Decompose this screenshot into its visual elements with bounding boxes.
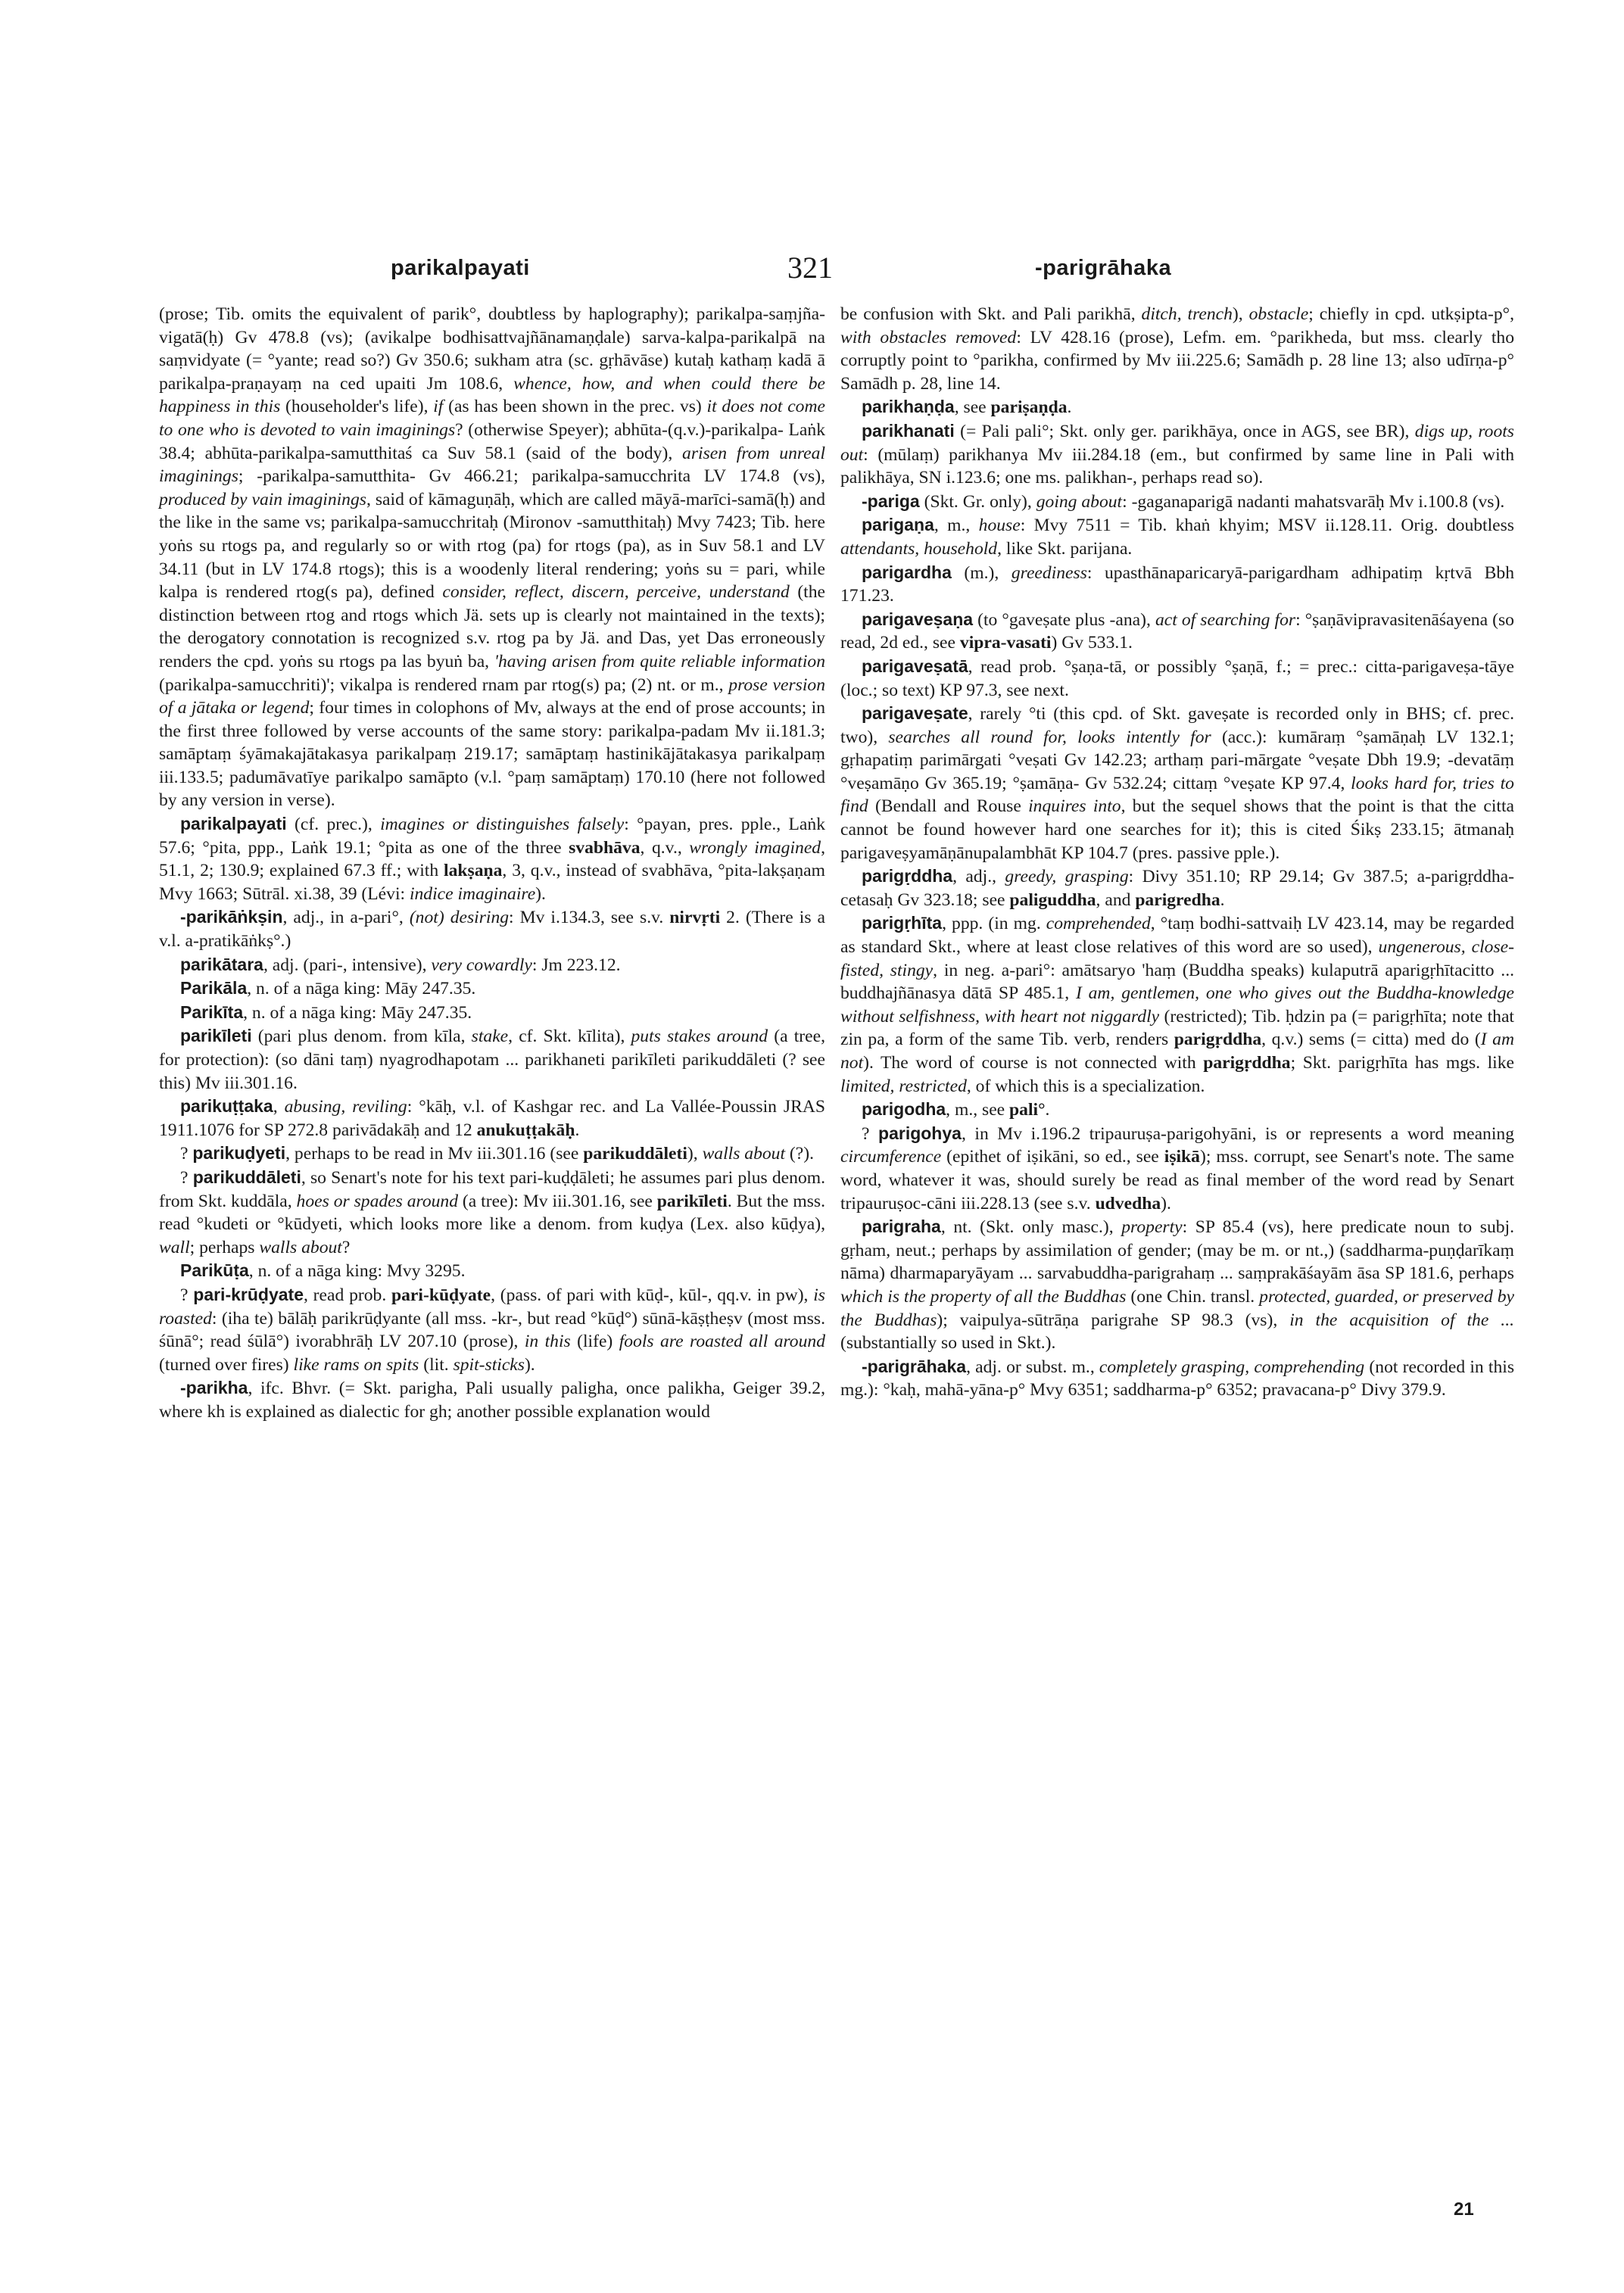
entry-text: : °ṣaṇāvipravasitenāśayena (so read, 2d ed., see [840, 609, 1514, 653]
dictionary-entry [159, 1095, 825, 1142]
entry-text: ; -parikalpa-samutthita- Gv 466.21; parikalpa-samucchrita LV 174.8 (vs), [238, 466, 825, 487]
translation: is roasted [159, 1285, 825, 1329]
headword: parigaveṣaṇa [862, 609, 974, 629]
entry-text: ). [1161, 1193, 1171, 1213]
entry-text: , (pass. of pari with kūḍ-, kūl-, qq.v. in pw), [491, 1285, 814, 1305]
translation: greediness [1011, 562, 1087, 583]
entry-text: . [1220, 889, 1225, 910]
entry-text: , of which this is a specialization. [966, 1076, 1205, 1096]
dictionary-entry [840, 561, 1514, 608]
translation: comprehended [1046, 914, 1151, 934]
headword: parikhaṇḍa [862, 397, 955, 417]
entry-text: , and [1096, 889, 1136, 910]
entry-text: (epithet of iṣikāni, so ed., see [941, 1147, 1164, 1167]
translation: limited, restricted [840, 1076, 967, 1096]
entry-text: (householder's life), [280, 397, 434, 417]
entry-text: (Bendall and Rouse [868, 796, 1029, 817]
entry-text: ? [341, 1237, 351, 1257]
translation: wrongly imagined [689, 837, 821, 858]
translation: which is the property of all the Buddhas [840, 1286, 1127, 1307]
entry-text: , q.v., [640, 837, 690, 858]
headword: parikuḍyeti [192, 1143, 286, 1164]
translation: walls about [259, 1237, 342, 1257]
cross-reference: parikīleti [656, 1191, 728, 1211]
cross-reference: pari-kūḍyate [391, 1285, 491, 1305]
headword: parikalpayati [180, 814, 287, 834]
translation: prose version of a jātaka or legend [159, 675, 825, 718]
translation: indice imaginaire [409, 883, 536, 904]
translation: inquires into [1028, 796, 1121, 817]
entry-text: ; four times in colophons of Mv, always at the end of prose accounts; in the first three followed by verse accounts of the same story: parikalpa-padam Mv ii.181.3; samāptaṃ śyāmakajātakasya parikalpaṃ 219.17; samāptaṃ hastinikājātakasya parikalpaṃ iii.133.5; padumāvatīye parikalpo samāpto (v.l. °paṃ samāptaṃ) 170.10 (here not followed by any version in verse). [159, 698, 825, 811]
translation: protected, guarded, or preserved by the Buddhas [840, 1286, 1515, 1330]
entry-text: , m., [934, 516, 979, 536]
entry-text: ? [862, 1123, 879, 1144]
entry-text: : Mvy 7511 = Tib. khaṅ khyim; MSV ii.128.11. Orig. doubtless [1020, 516, 1514, 536]
headword: parigṛhīta [862, 913, 943, 933]
dictionary-entry [159, 1001, 825, 1025]
headword: parikhanati [862, 420, 955, 441]
entry-text: : SP 85.4 (vs), here predicate noun to subj. gṛham, neut.; perhaps by assimilation of gender; (may be m. or nt.,) (saddharma-puṇḍarīkaṃ nāma) dharmaparyāyam ... sarvabuddha-parigrahaṃ ... saṃprakāśayām āsa SP 181.6, perhaps [840, 1217, 1514, 1284]
entry-text: (Skt. Gr. only), [919, 491, 1036, 512]
entry-text: , cf. Skt. kīlita), [508, 1027, 631, 1047]
headword: parigohya [878, 1123, 962, 1143]
dictionary-entry [840, 608, 1514, 655]
translation: hoes or spades around [296, 1191, 459, 1211]
entry-text: , n. of a nāga king: Māy 247.35. [247, 979, 476, 999]
cross-reference: parigṛddha [1174, 1030, 1262, 1050]
dictionary-entry [840, 702, 1514, 865]
entry-text: : Mv i.134.3, see s.v. [509, 908, 670, 928]
entry-text: . [1067, 397, 1072, 418]
translation: produced by vain imaginings [159, 489, 366, 509]
translation: attendants, household [840, 538, 998, 559]
dictionary-entry [840, 419, 1514, 490]
entry-text: 2. (There is a v.l. a-pratikāṅkṣ°.) [159, 908, 825, 952]
entry-text: (cf. prec.), [286, 815, 381, 835]
entry-text: , m., see [946, 1100, 1010, 1120]
dictionary-entry [159, 905, 825, 952]
translation: house [978, 516, 1021, 536]
headword: Parikūṭa [180, 1260, 249, 1281]
translation: looks hard for, tries to find [840, 773, 1514, 817]
entry-text: , n. of a nāga king: Mvy 3295. [248, 1261, 466, 1282]
entry-text: ? [180, 1285, 194, 1305]
entry-text: be confusion with Skt. and Pali parikhā, [840, 304, 1142, 324]
entry-text: (as has been shown in the prec. vs) [443, 397, 707, 417]
dictionary-entry [159, 1283, 825, 1376]
translation: I am, gentlemen, one who gives out the Buddha-knowledge without selfishness, with heart not niggardly [840, 983, 1514, 1027]
entry-text: . But the mss. read °kudeti or °kūdyeti, which looks more like a denom. from kuḍya (Lex. also kūḍya), [159, 1191, 826, 1235]
entry-text: , so Senart's note for his text pari-kuḍḍāleti; he assumes pari plus denom. from Skt. kuddāla, [159, 1167, 825, 1211]
translation: completely grasping, comprehending [1099, 1357, 1365, 1377]
entry-text: ; chiefly in cpd. utkṣipta-p°, [1308, 304, 1515, 324]
entry-text: (m.), [951, 562, 1011, 583]
translation: it does not come to one who is devoted to vain imaginings [159, 397, 825, 440]
entry-text: , [273, 1097, 285, 1117]
translation: act of searching for [1155, 609, 1296, 630]
entry-text: ; perhaps [189, 1237, 260, 1257]
headword: parigaveṣate [862, 703, 968, 724]
dictionary-entry [840, 490, 1514, 514]
entry-text: , adj., in a-pari°, [282, 908, 410, 928]
entry-text: : (mūlaṃ) parikhanya Mv iii.284.18 (em., but confirmed by same line in Pali with palikhāya, SN i.123.6; one ms. palikhan-, perhaps read so). [840, 444, 1514, 488]
entry-text: (turned over fires) [159, 1354, 294, 1375]
entry-text: (life) [570, 1332, 619, 1352]
entry-text: (substantially so used in Skt.). [840, 1333, 1056, 1354]
entry-text: ), [687, 1144, 703, 1164]
headword: pari-krūḍyate [193, 1284, 304, 1304]
headword: Parikāla [180, 978, 248, 999]
entry-text: : LV 428.16 (prose), Lefm. em. °parikheda, but mss. clearly tho corruptly point to °parikha, confirmed by Mv iii.225.6; Samādh p. 28 line 13; also udīrṇa-p° Samādh p. 28, line 14. [840, 327, 1514, 394]
entry-text: (a tree): Mv iii.301.16, see [458, 1191, 657, 1211]
dictionary-entry [840, 911, 1514, 1098]
entry-text: , 51.1, 2; 130.9; explained 67.3 ff.; with [159, 837, 825, 881]
headword: parigṛddha [862, 866, 953, 886]
translation: obstacle [1248, 304, 1309, 324]
dictionary-entry [159, 953, 825, 977]
entry-text: ? [180, 1144, 193, 1164]
headword: parikātara [180, 954, 263, 974]
headword: parikuddāleti [192, 1167, 301, 1187]
headword: parigodha [862, 1099, 946, 1120]
cross-reference: svabhāva [569, 837, 641, 858]
entry-text: (one Chin. transl. [1126, 1286, 1260, 1307]
entry-text: (acc.): kumāraṃ °ṣamāṇaḥ LV 132.1; gṛhapatiṃ parimārgati °veṣati Gv 142.23; arthaṃ pari-mārgate °veṣate Dbh 19.9; -devatāṃ °veṣamāṇo Gv 365.19; °ṣamāṇa- Gv 532.24; cittaṃ °veṣate KP 97.4, [840, 727, 1514, 793]
headword: -pariga [862, 491, 920, 511]
entry-text: (parikalpa-samucchriti)'; vikalpa is rendered rnam par rtog(s) pa; (2) nt. or m., [159, 675, 729, 695]
entry-text: ). [535, 883, 546, 904]
translation: ditch, trench [1141, 304, 1233, 324]
dictionary-entry [159, 812, 825, 905]
translation: (not) desiring [409, 908, 510, 928]
translation: like rams on spits [293, 1354, 419, 1375]
headword: -parikāṅkṣin [180, 907, 283, 927]
dictionary-entry [840, 513, 1514, 560]
dictionary-entry [840, 395, 1514, 419]
cross-reference: pariṣaṇḍa [990, 397, 1068, 418]
entry-text: (prose; Tib. omits the equivalent of parik°, doubtless by haplography); parikalpa-saṃjña-vigatā(ḥ) Gv 478.8 (vs); (avikalpe bodhisattvajñānamaṇḍale) sarva-kalpa-parikalpā na saṃvidyate (= °yante; read so?) Gv 350.6; sukham atra (sc. gṛhāvāse) kutaḥ kathaṃ kadā ā parikalpa-praṇayaṃ na ced upaiti Jm 108.6, [159, 304, 825, 394]
translation: whence, how, and when could there be happiness in this [159, 373, 826, 417]
entry-text: . [575, 1120, 580, 1140]
entry-text: ). [524, 1354, 535, 1375]
entry-text: (pari plus denom. from kīla, [251, 1027, 472, 1047]
cross-reference: vipra-vasati [959, 633, 1052, 653]
headword: parigaveṣatā [862, 656, 968, 676]
headword: Parikīta [180, 1002, 244, 1022]
dictionary-entry [840, 865, 1514, 911]
cross-reference: paliguddha [1009, 889, 1096, 910]
entry-text: ); mss. corrupt, see Senart's note. The same word, whatever it was, should surely be read as final member of the word read by Senart tripauruṣoc-cāni iii.228.13 (see s.v. [840, 1147, 1515, 1213]
entry-text: , ppp. (in mg. [942, 914, 1046, 934]
entry-continuation [159, 303, 825, 812]
entry-text: : °payan, pres. pple., Laṅk 57.6; °pita, ppp., Laṅk 19.1; °pita as one of the three [159, 815, 825, 858]
translation: abusing, reviling [284, 1097, 407, 1117]
translation: arisen from unreal imaginings [159, 443, 826, 487]
translation: digs up, roots out [840, 421, 1514, 465]
translation: going about [1036, 491, 1123, 512]
entry-text: , rarely °ti (this cpd. of Skt. gaveṣate is recorded only in BHS; cf. prec. two), [840, 704, 1514, 747]
translation: ungenerous, close-fisted, stingy [840, 937, 1514, 980]
running-head-right: -parigrāhaka [1035, 256, 1172, 280]
cross-reference: parigredha [1135, 889, 1220, 910]
page-header [0, 250, 1624, 295]
dictionary-entry [840, 1355, 1514, 1402]
headword: parikuṭṭaka [180, 1096, 273, 1117]
entry-text: . [1045, 1100, 1050, 1120]
entry-text: , see [954, 397, 991, 418]
entry-continuation [840, 303, 1514, 395]
entry-text: ) Gv 533.1. [1051, 633, 1133, 653]
headword: parigaṇa [862, 515, 934, 535]
translation: in this [524, 1332, 571, 1352]
page-number: 321 [787, 251, 833, 285]
dictionary-entry [840, 1098, 1514, 1122]
headword: -parigrāhaka [862, 1356, 967, 1376]
translation: greedy, grasping [1005, 867, 1129, 887]
dictionary-entry [159, 1024, 825, 1095]
cross-reference: lakṣaṇa [444, 861, 503, 881]
dictionary-entry [159, 1259, 825, 1283]
entry-text: , nt. (Skt. only masc.), [940, 1217, 1122, 1238]
entry-text: ). The word of course is not connected with [863, 1053, 1204, 1073]
headword: parigraha [862, 1217, 941, 1237]
running-head-left: parikalpayati [391, 256, 530, 280]
cross-reference: nirvṛti [669, 908, 721, 928]
entry-text: , 3, q.v., instead of svabhāva, °pita-lakṣaṇam Mvy 1663; Sūtrāl. xi.38, 39 (Lévi: [159, 861, 825, 904]
translation: spit-sticks [453, 1354, 525, 1375]
translation: stake [471, 1027, 509, 1047]
entry-text: , read prob. [303, 1285, 392, 1305]
entry-text: ; Skt. parigṛhīta has mgs. like [1290, 1053, 1514, 1073]
entry-text: (not recorded in this mg.): °kaḥ, mahā-yāna-p° Mvy 6351; saddharma-p° 6352; pravacana-p° Divy 379.9. [840, 1357, 1515, 1400]
translation: in the acquisition of the ... [1289, 1310, 1515, 1330]
entry-text: (= Pali pali°; Skt. only ger. parikhāya, once in AGS, see BR), [954, 421, 1415, 441]
cross-reference: iṣikā [1164, 1147, 1200, 1167]
entry-text: , but the sequel shows that the point is that the citta cannot be found however hard one searches for it); this is cited Śikṣ 233.15; ātmanaḥ parigaveṣyamāṇānupalambhāt KP 104.7 (pres. passive pple.). [840, 796, 1515, 863]
signature-mark: 21 [1454, 2199, 1474, 2220]
translation: puts stakes around [631, 1027, 768, 1047]
entry-text: , adj., [952, 867, 1005, 887]
entry-text: (to °gaveṣate plus -ana), [973, 609, 1155, 630]
dictionary-entry [159, 1376, 825, 1423]
entry-text: ? (otherwise Speyer); abhūta-(q.v.)-parikalpa- Laṅk 38.4; abhūta-parikalpa-samutthitaś ca Suv 58.1 (said of the body), [159, 419, 825, 463]
entry-text: (restricted); Tib. ḥdzin pa (= parigṛhīta; note that zin pa, a form of the same Tib. verb, renders [840, 1006, 1514, 1050]
translation: if [433, 397, 444, 417]
translation: I am not [840, 1030, 1514, 1073]
cross-reference: parigṛddha [1203, 1053, 1291, 1073]
entry-text: (a tree, for protection): (so dāni taṃ) nyagrodhapotam ... parikhaneti parikīleti parikuddāleti (? see this) Mv iii.301.16. [159, 1027, 825, 1093]
translation: wall [159, 1237, 190, 1257]
dictionary-entry [159, 977, 825, 1001]
entry-text: , said of kāmaguṇāḥ, which are called māyā-marīci-samā(ḥ) and the like in the same vs; parikalpa-samucchritaḥ (Mironov -samutthitaḥ) Mvy 7423; Tib. here yoṅs su rtogs pa, and regularly so or with rtog (pa) for rtogs (pa), as in Suv 58.1 and LV 34.11 (but in LV 174.8 rtogs); this is a woodenly literal rendering; yoṅs su = pari, while kalpa is rendered rtog(s pa), defined [159, 489, 825, 603]
translation: property [1121, 1217, 1183, 1238]
entry-text: (the distinction between rtog and rtogs which Jä. sets up is clearly not maintained in the texts); the derogatory connotation is recognized s.v. rtog pa by Jä. and Das, yet Das erroneously renders the cpd. yoṅs su rtogs pa las byuṅ ba, [159, 582, 825, 671]
entry-text: (?). [785, 1144, 815, 1164]
entry-text: , in neg. a-pari°: amātsaryo 'haṃ (Buddha speaks) kulaputrā aparigṛhītacitto ... buddhajñānasya dātā SP 485.1, [840, 960, 1515, 1004]
entry-text: : Divy 351.10; RP 29.14; Gv 387.5; a-parigṛddha-cetasaḥ Gv 323.18; see [840, 867, 1514, 910]
entry-text: , q.v.) sems (= citta) med do ( [1261, 1030, 1481, 1050]
entry-text: , read prob. °ṣaṇa-tā, or possibly °ṣaṇā, f.; = prec.: citta-parigaveṣa-tāye (loc.; so text) KP 97.3, see next. [840, 656, 1514, 700]
entry-text: : °kāḥ, v.l. of Kashgar rec. and La Vallée-Poussin JRAS 1911.1076 for SP 272.8 parivādakāḥ and 12 [159, 1097, 826, 1140]
cross-reference: udvedha [1095, 1193, 1161, 1213]
entry-text: ? [180, 1167, 193, 1188]
cross-reference: anukuṭṭakāḥ [476, 1120, 575, 1140]
dictionary-entry [840, 1122, 1514, 1215]
entry-text: , adj. or subst. m., [966, 1357, 1099, 1377]
left-column [159, 303, 825, 1424]
entry-text: , ifc. Bhvr. (= Skt. parigha, Pali usually paligha, once palikha, Geiger 39.2, where kh is explained as dialectic for gh; another possible explanation would [159, 1379, 825, 1422]
translation: searches all round for, looks intently for [888, 727, 1211, 747]
dictionary-entry [159, 1166, 825, 1259]
entry-text: , perhaps to be read in Mv iii.301.16 (see [285, 1144, 584, 1164]
dictionary-entry [159, 1142, 825, 1166]
entry-text: , in Mv i.196.2 tripauruṣa-parigohyāni, is or represents a word meaning [961, 1123, 1515, 1144]
entry-text: , like Skt. parijana. [997, 538, 1133, 559]
translation: very cowardly [431, 955, 532, 975]
right-column [840, 303, 1514, 1402]
entry-text: ), [1232, 304, 1249, 324]
entry-text: : Jm 223.12. [531, 955, 621, 975]
dictionary-entry [840, 1215, 1514, 1355]
entry-text: : upasthānaparicaryā-parigardham adhipatiṃ kṛtvā Bbh 171.23. [840, 562, 1514, 606]
translation: circumference [840, 1147, 942, 1167]
cross-reference: pali° [1009, 1100, 1046, 1120]
translation: imagines or distinguishes falsely [380, 815, 625, 835]
cross-reference: parikuddāleti [583, 1144, 687, 1164]
translation: walls about [702, 1144, 786, 1164]
translation: with obstacles removed [840, 327, 1017, 347]
entry-text: , °taṃ bodhi-sattvaiḥ LV 423.14, may be regarded as standard Skt., where at least close relatives of this word are so used), [840, 914, 1514, 958]
headword: parikīleti [180, 1026, 252, 1046]
headword: parigardha [862, 562, 952, 582]
headword: -parikha [180, 1378, 248, 1398]
entry-text: ); vaipulya-sūtrāṇa parigrahe SP 98.3 (vs), [937, 1310, 1290, 1330]
entry-text: : -gaganaparigā nadanti mahatsvarāḥ Mv i.100.8 (vs). [1122, 491, 1505, 512]
translation: consider, reflect, discern, perceive, understand [442, 582, 790, 603]
translation: 'having arisen from quite reliable information [494, 651, 826, 671]
entry-text: , n. of a nāga king: Māy 247.35. [243, 1002, 472, 1023]
entry-text: : (iha te) bālāḥ parikrūḍyante (all mss. -kr-, but read °kūḍ°) sūnā-kāṣṭheṣv (most mss. śūnā°; read śūlā°) ivorabhrāḥ LV 207.10 (prose), [159, 1308, 825, 1352]
dictionary-entry [840, 655, 1514, 702]
translation: fools are roasted all around [619, 1332, 825, 1352]
entry-text: (lit. [419, 1354, 454, 1375]
entry-text: , adj. (pari-, intensive), [263, 955, 432, 975]
